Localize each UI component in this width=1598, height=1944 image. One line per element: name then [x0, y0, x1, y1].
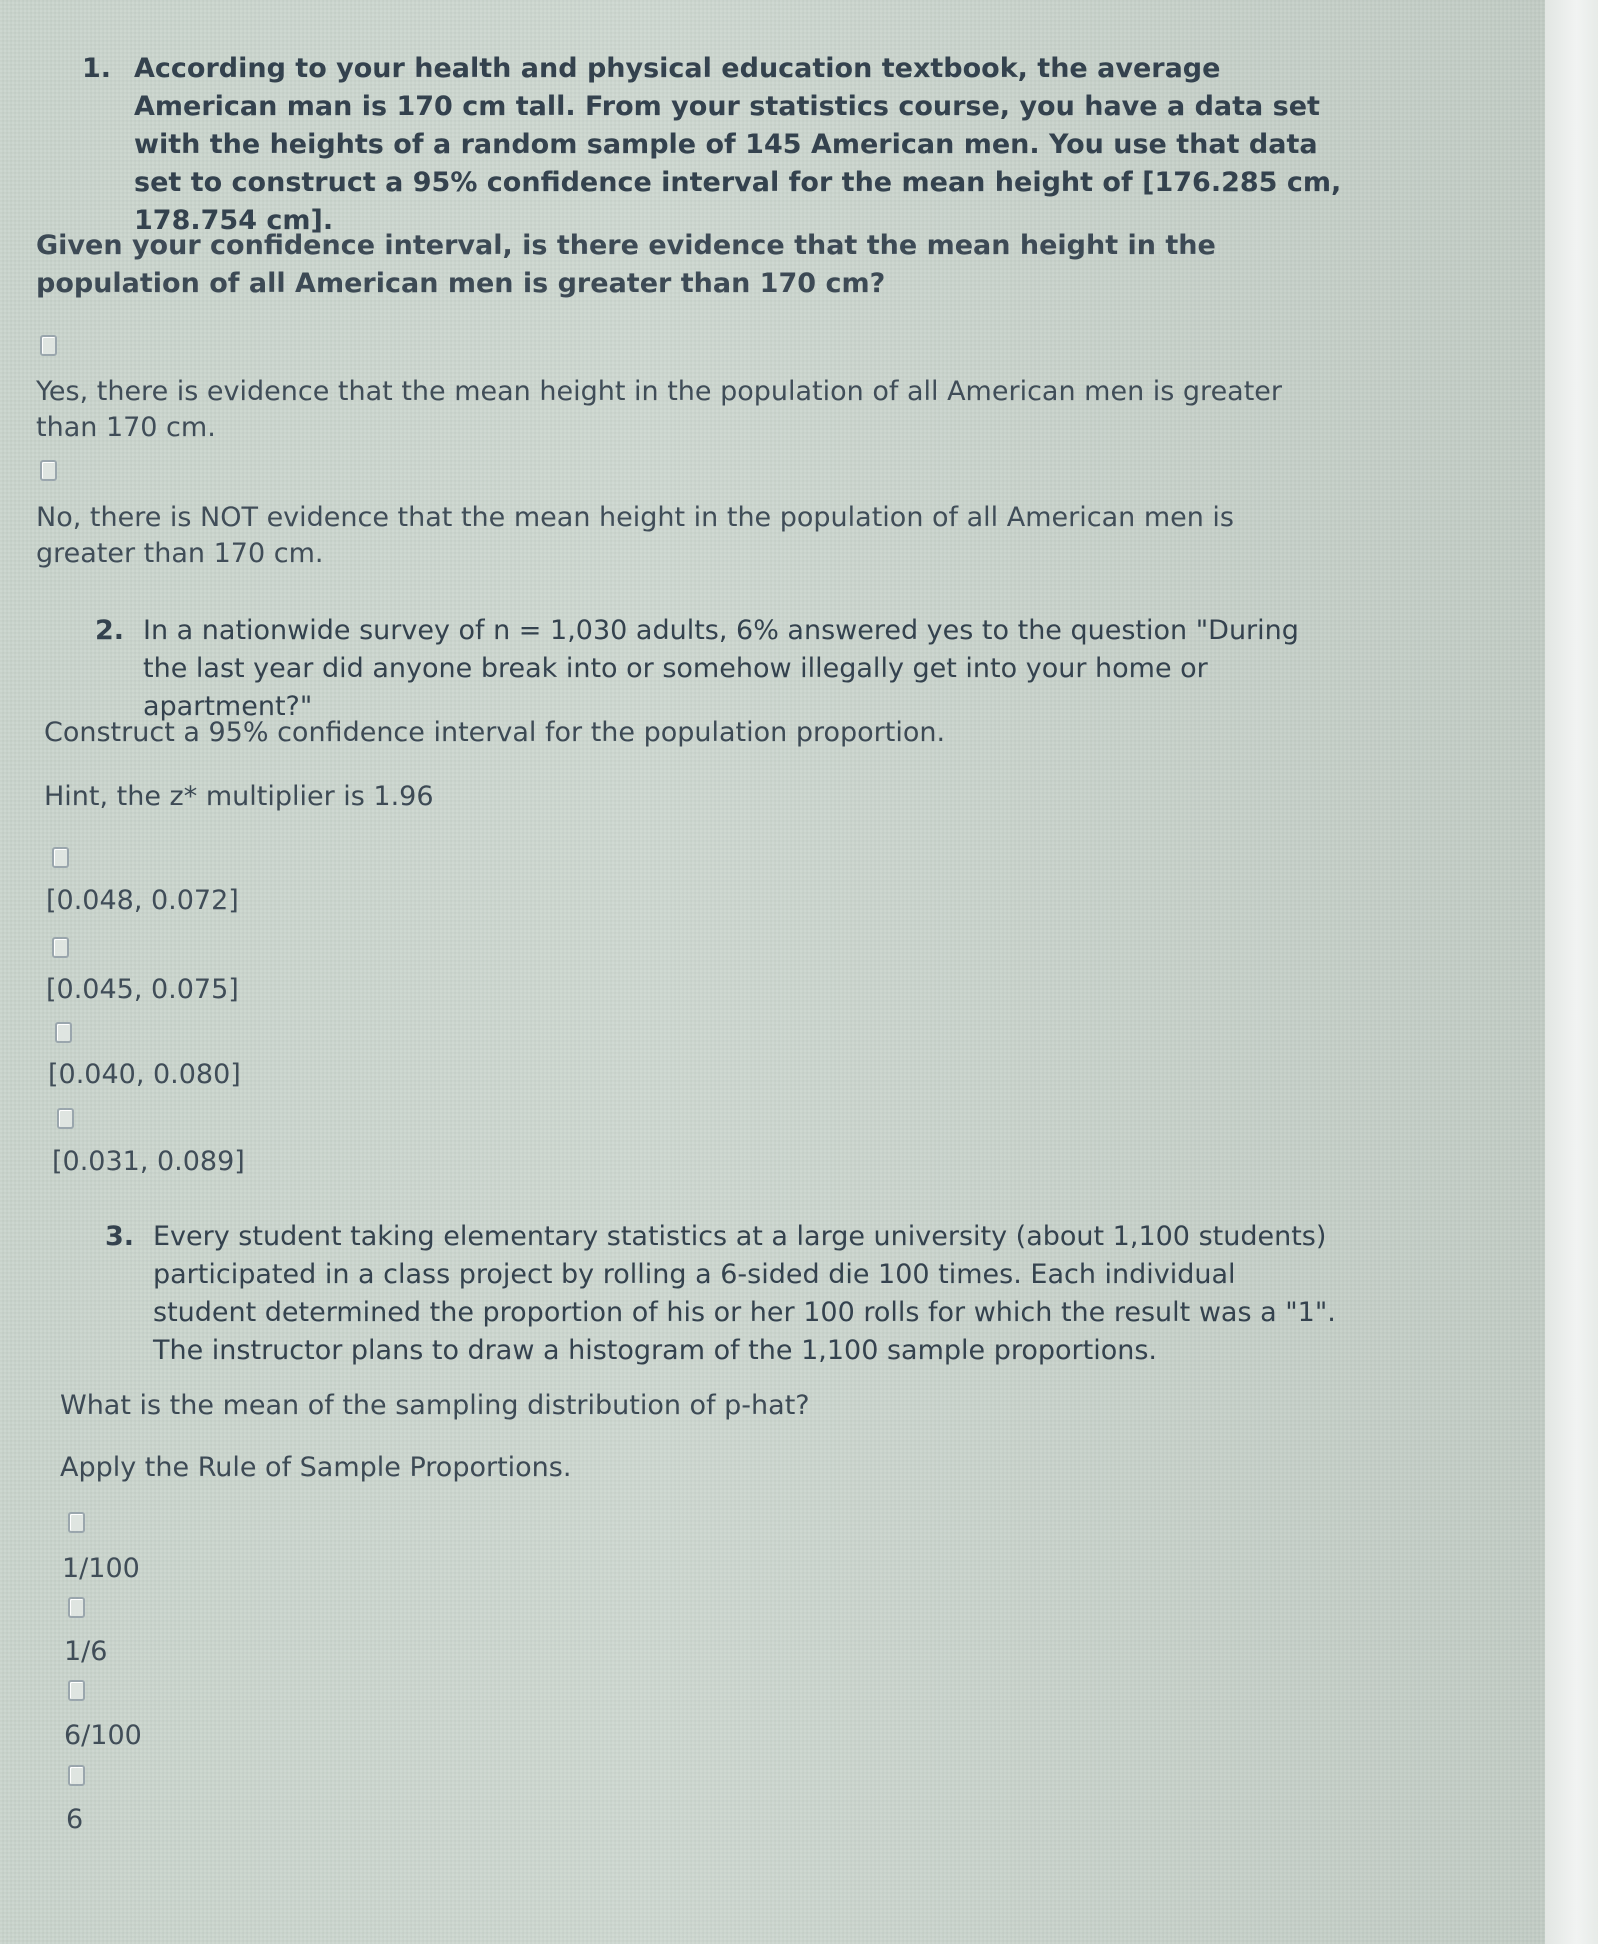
q3-option-3-radio[interactable]: [68, 1680, 85, 1701]
q2-hint: Hint, the z* multiplier is 1.96: [44, 781, 434, 812]
q3-option-2-radio[interactable]: [68, 1597, 85, 1618]
q1-option-1-label[interactable]: Yes, there is evidence that the mean height in the population of all American men is greater than 170 cm.: [36, 376, 1283, 443]
q1-question: Given your confidence interval, is there evidence that the mean height in the population of all American men is greater than 170 cm?: [36, 230, 1216, 299]
q3-option-1-radio[interactable]: [68, 1512, 85, 1533]
q3-number: 3.: [105, 1221, 135, 1252]
q2-option-4-radio[interactable]: [57, 1108, 74, 1129]
q1-option-1-radio[interactable]: [40, 335, 57, 356]
q3-option-3-label[interactable]: 6/100: [64, 1720, 142, 1751]
q2-option-3-radio[interactable]: [55, 1022, 72, 1043]
q2-number: 2.: [95, 615, 125, 646]
q2-option-3-label[interactable]: [0.040, 0.080]: [48, 1059, 241, 1090]
window-edge: [1545, 0, 1598, 1944]
q3-option-4-label[interactable]: 6: [66, 1804, 84, 1835]
q2-stem: In a nationwide survey of n = 1,030 adults, 6% answered yes to the question "During the last year did anyone break into or somehow illegally get into your home or apartment?": [143, 615, 1299, 722]
q2-stem-block: [95, 612, 1345, 726]
q1-stem: According to your health and physical education textbook, the average American man is 170 cm tall. From your statistics course, you have a data set with the heights of a random sample of 145 American men. You use that data set to construct a 95% confidence interval for the mean height of [176.285 cm, 178.754 cm].: [134, 53, 1342, 236]
q2-question: Construct a 95% confidence interval for the population proportion.: [44, 717, 946, 748]
q3-option-1-label[interactable]: 1/100: [62, 1553, 140, 1584]
q2-option-1-label[interactable]: [0.048, 0.072]: [46, 885, 239, 916]
q1-number: 1.: [82, 53, 112, 84]
q1-stem-block: [82, 50, 1352, 240]
q3-option-4-radio[interactable]: [68, 1765, 85, 1786]
q2-option-1-radio[interactable]: [52, 847, 69, 868]
q1-option-2-label[interactable]: No, there is NOT evidence that the mean height in the population of all American men is greater than 170 cm.: [36, 502, 1234, 569]
q2-option-2-radio[interactable]: [52, 937, 69, 958]
q2-option-4-label[interactable]: [0.031, 0.089]: [52, 1146, 245, 1177]
q3-stem-block: [105, 1218, 1340, 1370]
q3-question: What is the mean of the sampling distribution of p-hat?: [60, 1390, 810, 1421]
q3-stem: Every student taking elementary statistics at a large university (about 1,100 students) participated in a class project by rolling a 6-sided die 100 times. Each individual student determined the proportion of his or her 100 rolls for which the result was a "1". The instructor plans to draw a histogram of the 1,100 sample proportions.: [153, 1221, 1336, 1366]
q3-instruction: Apply the Rule of Sample Proportions.: [60, 1452, 572, 1483]
q3-option-2-label[interactable]: 1/6: [64, 1636, 108, 1667]
q1-option-2-radio[interactable]: [40, 460, 57, 481]
q2-option-2-label[interactable]: [0.045, 0.075]: [46, 974, 239, 1005]
